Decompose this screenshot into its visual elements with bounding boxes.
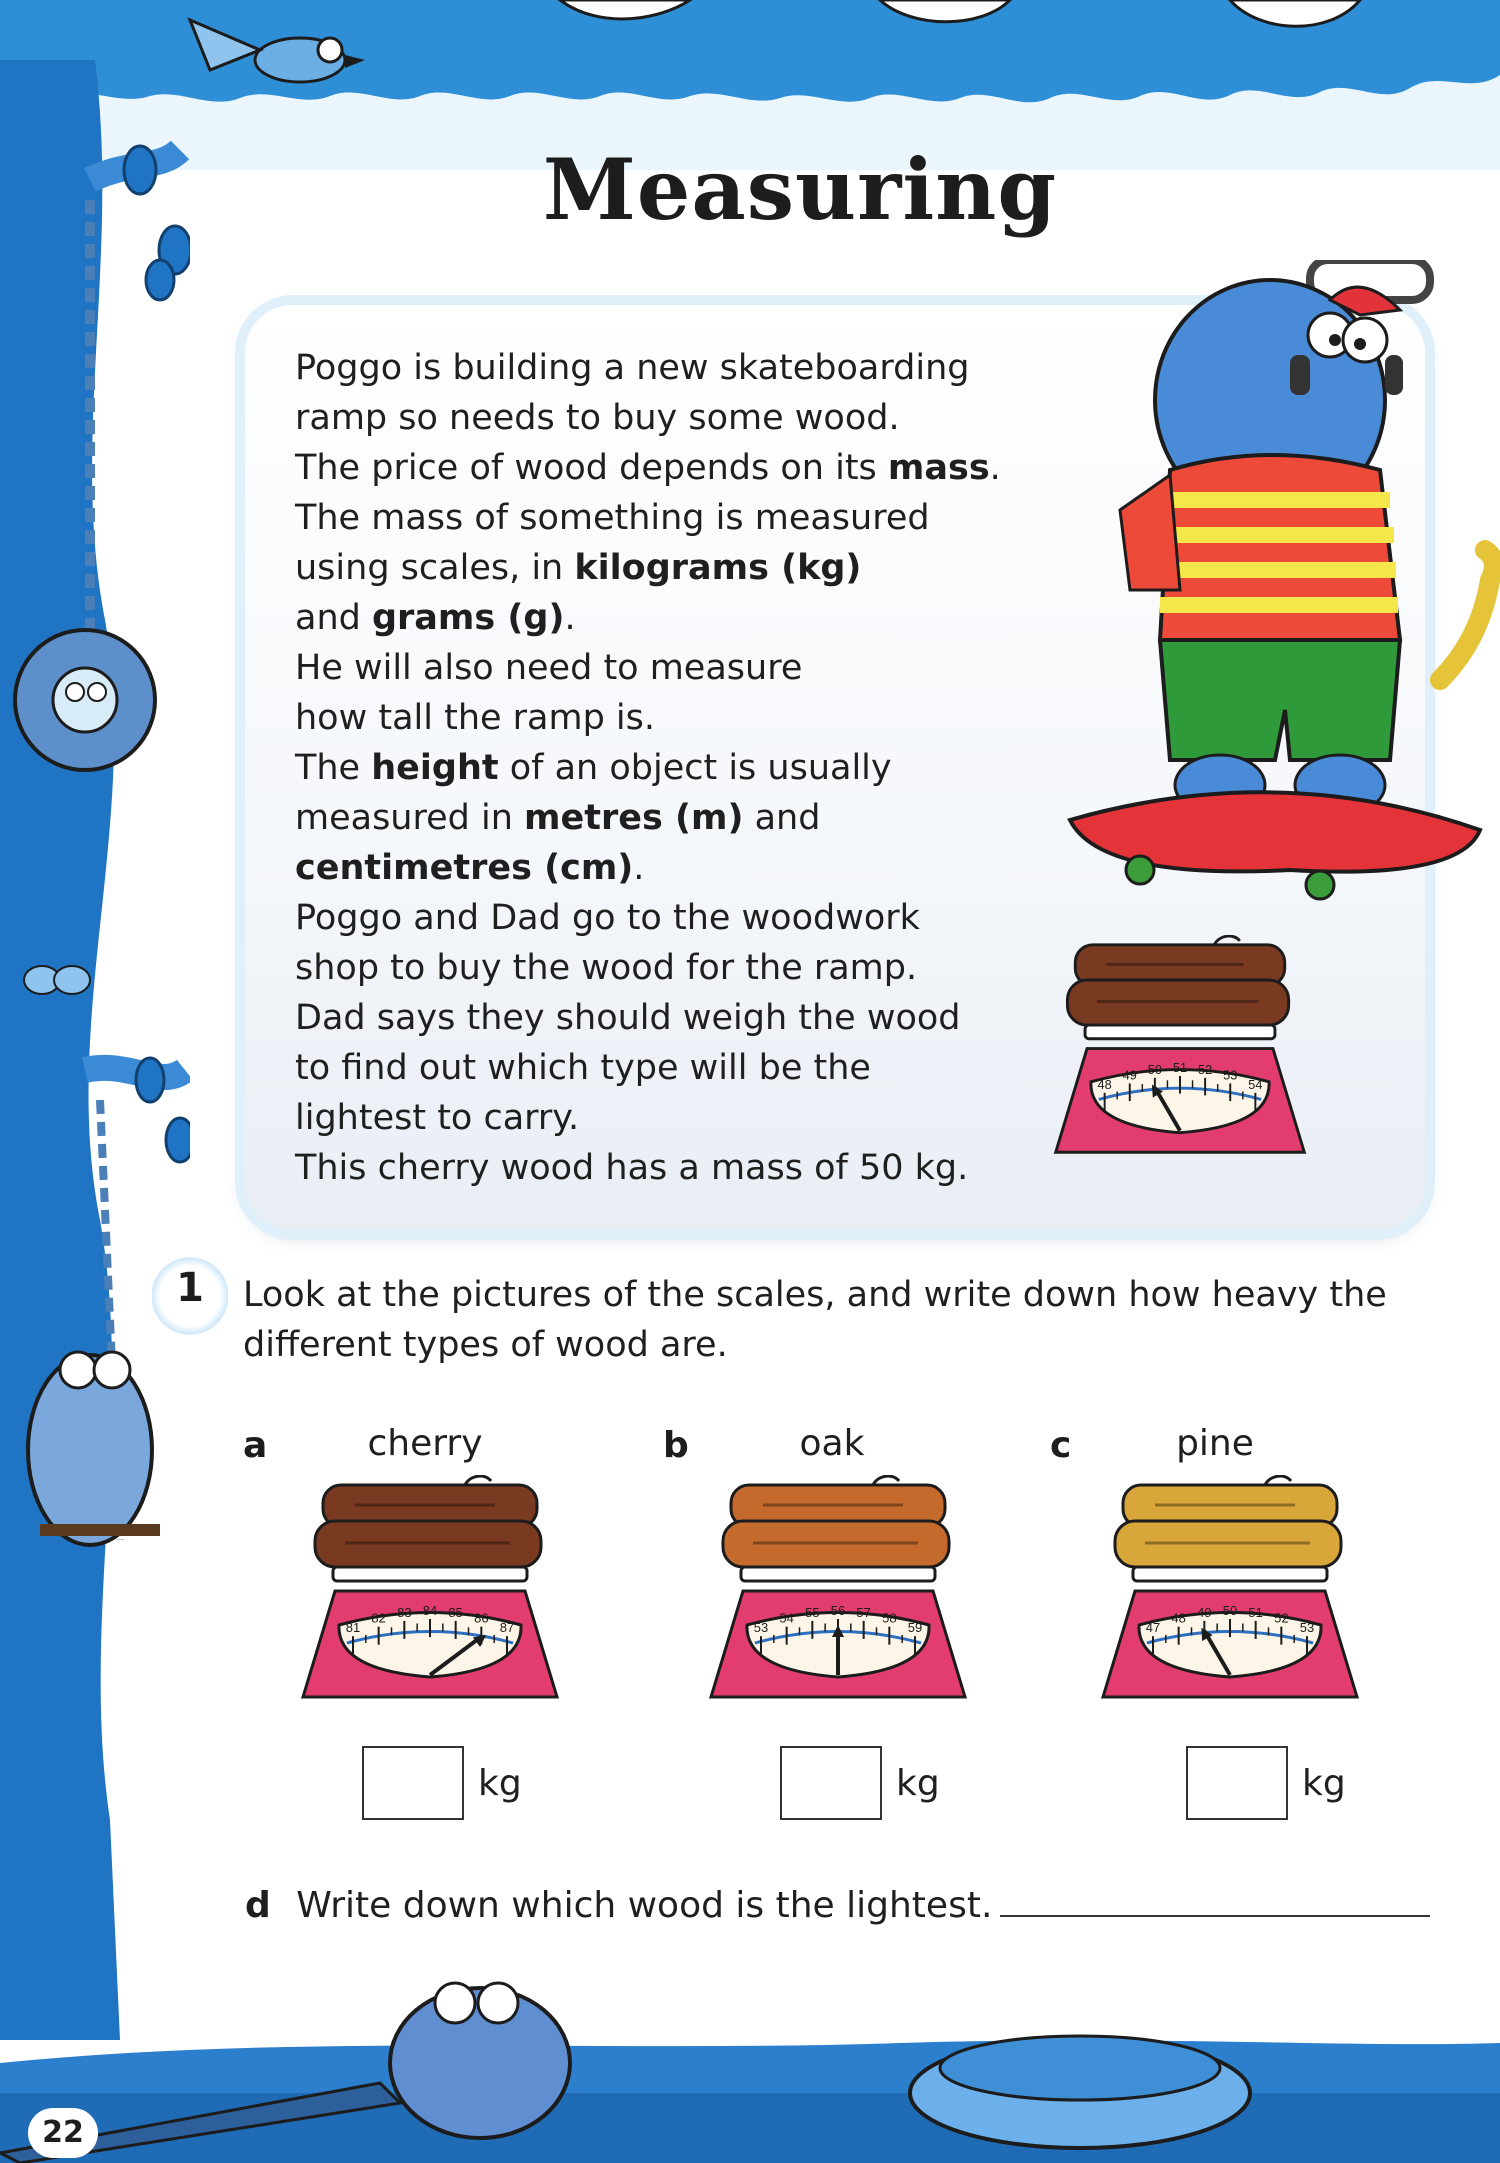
scale-tick-label: 53: [753, 1620, 769, 1636]
info-line-text: measured in: [295, 798, 525, 838]
scale-tick-label: 55: [805, 1604, 820, 1620]
scale-tick-label: 53: [1299, 1620, 1315, 1636]
part-d-letter: d: [245, 1885, 271, 1926]
scale-tick-label: 50: [1147, 1061, 1162, 1077]
info-line: lightest to carry.: [295, 1098, 580, 1138]
info-key-term: mass: [887, 448, 990, 488]
wood-name-pine: pine: [1176, 1423, 1254, 1464]
scale-tick-label: 49: [1122, 1067, 1137, 1083]
info-line: [295, 743, 1075, 793]
part-d-text: Write down which wood is the lightest.: [296, 1885, 993, 1926]
question-number: 1: [150, 1265, 230, 1335]
frog-monster-icon: [390, 1983, 570, 2138]
wood-logs-icon: [1067, 936, 1288, 1025]
scale-tick-label: 85: [448, 1604, 463, 1620]
info-line-text: The price of wood depends on its: [295, 448, 888, 488]
scale-tray: [333, 1567, 527, 1581]
unit-label-pine: kg: [1302, 1763, 1346, 1804]
answer-box-pine[interactable]: [1186, 1746, 1288, 1820]
scale-tray: [1085, 1025, 1275, 1039]
info-text: [295, 343, 1075, 1193]
info-line-text: .: [564, 598, 576, 638]
unit-label-cherry: kg: [478, 1763, 522, 1804]
part-a-letter: a: [243, 1425, 268, 1466]
wood-name-cherry: cherry: [367, 1423, 483, 1464]
info-line: how tall the ramp is.: [295, 698, 656, 738]
unit-label-oak: kg: [896, 1763, 940, 1804]
scale-tick-label: 47: [1145, 1620, 1161, 1636]
page-title: Measuring: [542, 140, 1058, 239]
info-line-text: .: [633, 848, 645, 888]
scale-tick-label: 54: [779, 1610, 794, 1626]
info-line: This cherry wood has a mass of 50 kg.: [295, 1148, 969, 1188]
example-scale: [1045, 935, 1315, 1165]
info-line: to find out which type will be the: [295, 1048, 871, 1088]
info-line: [295, 543, 1075, 593]
paddling-pool-icon: [910, 2036, 1250, 2148]
scale-tick-label: 48: [1171, 1610, 1186, 1626]
scale-tick-label: 52: [1198, 1061, 1213, 1077]
info-line: Poggo is building a new skateboarding: [295, 348, 970, 388]
info-line-text: of an object is usually: [498, 748, 892, 788]
poggo-skateboard-illustration: [1060, 260, 1500, 920]
part-d-line: [245, 1885, 1430, 1926]
wood-logs-icon: [315, 1476, 541, 1567]
info-line-text: and: [743, 798, 821, 838]
scale-tick-label: 54: [1248, 1076, 1263, 1092]
scale-tick-label: 51: [1172, 1060, 1188, 1076]
info-line-text: and: [295, 598, 372, 638]
info-line: [295, 843, 1075, 893]
scale-tick-label: 49: [1197, 1604, 1212, 1620]
scale-cherry: [295, 1475, 565, 1710]
info-line-text: .: [989, 448, 1001, 488]
scale-tick-label: 59: [907, 1620, 923, 1636]
scale-pine: [1095, 1475, 1365, 1710]
info-line: [295, 793, 1075, 843]
wood-logs-icon: [723, 1476, 949, 1567]
scale-tick-label: 82: [371, 1610, 386, 1626]
scale-tick-label: 86: [474, 1610, 489, 1626]
info-line: [295, 593, 1075, 643]
scale-tick-label: 83: [397, 1604, 412, 1620]
info-line: He will also need to measure: [295, 648, 803, 688]
info-line: ramp so needs to buy some wood.: [295, 398, 900, 438]
wood-logs-icon: [1115, 1476, 1341, 1567]
info-key-term: kilograms (kg): [574, 548, 862, 588]
info-line: [295, 443, 1075, 493]
scale-tick-label: 81: [345, 1620, 361, 1636]
info-key-term: centimetres (cm): [295, 848, 634, 888]
question-text: Look at the pictures of the scales, and write down how heavy the different types of wood are.: [243, 1275, 1387, 1365]
answer-box-oak[interactable]: [780, 1746, 882, 1820]
scale-tick-label: 48: [1097, 1076, 1112, 1092]
info-line: Poggo and Dad go to the woodwork: [295, 898, 920, 938]
scale-tick-label: 87: [499, 1620, 515, 1636]
info-key-term: grams (g): [371, 598, 565, 638]
part-b-letter: b: [663, 1425, 689, 1466]
wood-name-oak: oak: [799, 1423, 865, 1464]
info-line: Dad says they should weigh the wood: [295, 998, 961, 1038]
scale-tray: [1133, 1567, 1327, 1581]
page-number: 22: [28, 2108, 98, 2158]
part-c-letter: c: [1050, 1425, 1072, 1466]
tree-border: [0, 60, 190, 2040]
info-line-text: The: [295, 748, 372, 788]
scale-tick-label: 56: [830, 1603, 846, 1618]
info-line: shop to buy the wood for the ramp.: [295, 948, 918, 988]
lightest-wood-answer-line[interactable]: [1000, 1885, 1430, 1917]
scale-tick-label: 51: [1248, 1604, 1263, 1620]
info-key-term: height: [371, 748, 499, 788]
scale-tray: [741, 1567, 935, 1581]
scale-tick-label: 53: [1223, 1067, 1238, 1083]
scale-tick-label: 57: [856, 1604, 871, 1620]
scale-tick-label: 52: [1274, 1610, 1289, 1626]
scale-tick-label: 50: [1222, 1603, 1238, 1618]
ground-scene: [0, 1943, 1500, 2163]
scale-tick-label: 58: [882, 1610, 897, 1626]
scale-tick-label: 84: [422, 1603, 438, 1618]
info-line: The mass of something is measured: [295, 498, 930, 538]
scale-oak: [703, 1475, 973, 1710]
info-line-text: using scales, in: [295, 548, 575, 588]
info-key-term: metres (m): [524, 798, 744, 838]
answer-box-cherry[interactable]: [362, 1746, 464, 1820]
